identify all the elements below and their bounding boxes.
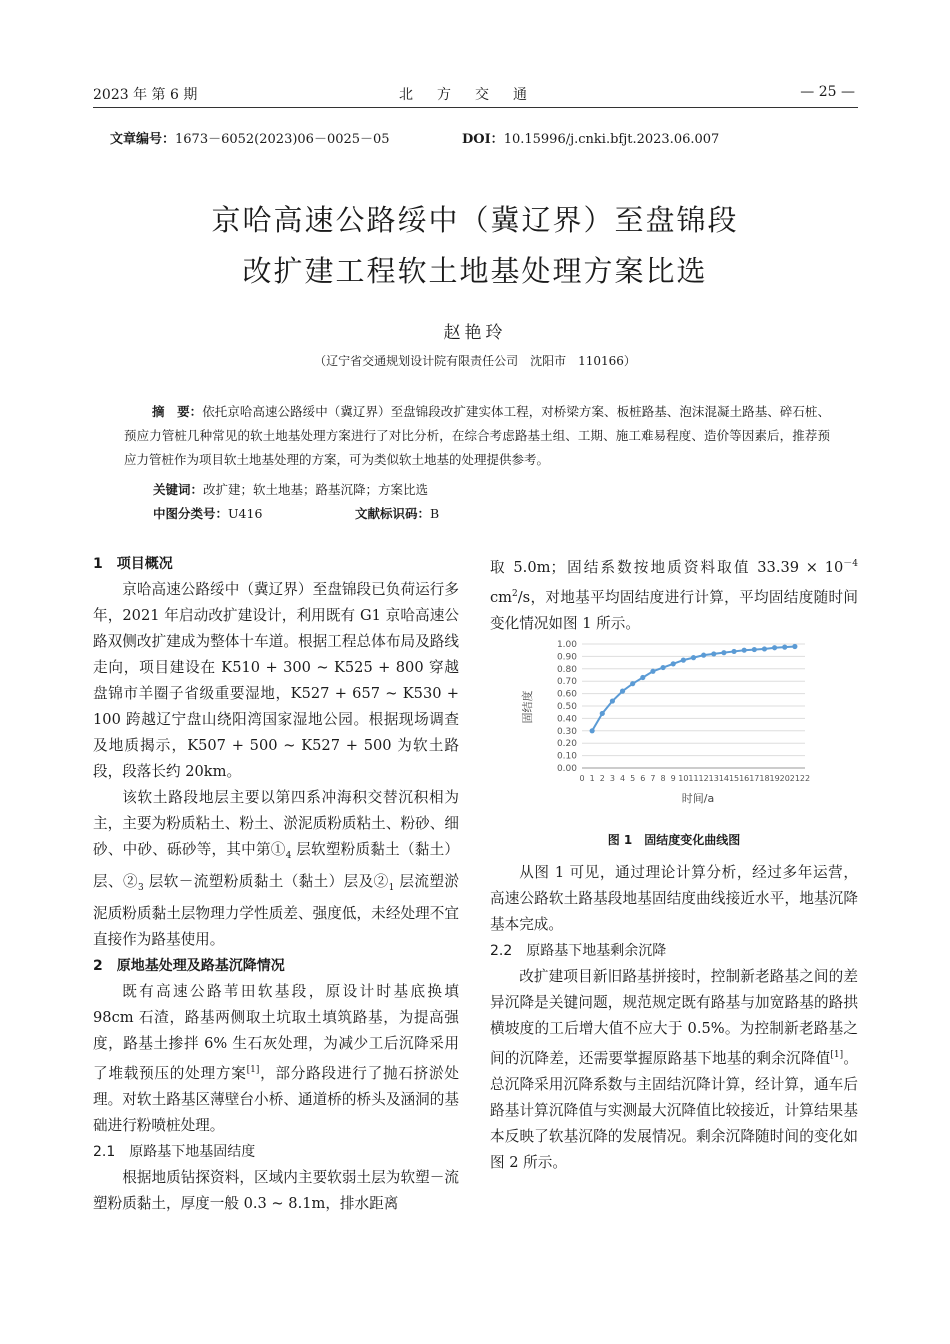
chart-x-tick-label: 9 (670, 774, 676, 783)
chart-y-tick-label: 0.00 (556, 764, 577, 774)
title-line-2: 改扩建工程软土地基处理方案比选 (242, 254, 708, 288)
section-1-paragraph-1: 京哈高速公路绥中（冀辽界）至盘锦段已负荷运行多年，2021 年启动改扩建设计，利用既有 G1 京哈高速公路双侧改扩建成为整体十车道。根据工程总体布局及路线走向，项目建设在 K510 + 300 ~ K525 + 800 穿越盘锦市羊圈子省级重要湿地，K527 + 657 ~ K530 + 100 跨越辽宁盘山绕阳湾国家湿地公园。根据现场调查及地质揭示，K507 + 500 ~ K527 + 500 为软土路段，段落长约 20km。 (93, 581, 459, 780)
issue-label: 2023 年 第 6 期 (93, 87, 198, 103)
left-column (93, 551, 459, 1217)
consolidation-chart (520, 630, 810, 810)
chart-point (671, 661, 676, 666)
chart-point (640, 675, 645, 680)
doc-code-label: 文献标识码： (355, 506, 431, 521)
chart-points (590, 644, 798, 734)
clc-value: U416 (228, 506, 263, 521)
chart-x-tick-label: 8 (660, 774, 666, 783)
section-2-1-paragraph-1: 根据地质钻探资料，区域内主要软弱土层为软塑－流塑粉质黏土，厚度一般 0.3 ~ 8.1m，排水距离 (93, 1168, 459, 1212)
keywords-text: 改扩建；软土地基；路基沉降；方案比选 (203, 482, 429, 497)
chart-point (721, 650, 726, 655)
abstract-text: 依托京哈高速公路绥中（冀辽界）至盘锦段改扩建实体工程，对桥梁方案、板桩路基、泡沫混凝土路基、碎石桩、预应力管桩几种常见的软土地基处理方案进行了对比分析，在综合考虑路基土组、工期、施工难易程度、造价等因素后，推荐预应力管桩作为项目软土地基处理的方案，可为类似软土地基的处理提供参考。 (124, 404, 830, 467)
article-number-label: 文章编号： (110, 132, 176, 147)
chart-point (630, 681, 635, 686)
clc (153, 504, 262, 522)
section-1-heading: 1 项目概况 (93, 556, 173, 572)
chart-x-tick-label: 7 (650, 774, 656, 783)
chart-y-tick-label: 0.40 (556, 714, 577, 725)
article-number (110, 128, 390, 147)
section-2-2-paragraph-1: 改扩建项目新旧路基拼接时，控制新老路基之间的差异沉降是关键问题，规范规定既有路基与加宽路基的路拱横坡度的工后增大值不应大于 0.5%。为控制新老路基之间的沉降差，还需要掌握原路基下地基的剩余沉降值[1]。总沉降采用沉降系数与主固结沉降计算，经计算，通车后路基计算沉降值与实测最大沉降值比较接近，计算结果基本反映了软基沉降的发展情况。剩余沉降随时间的变化如图 2 所示。 (490, 968, 858, 1171)
section-2-paragraph-1: 既有高速公路苇田软基段，原设计时基底换填 98cm 石渣，路基两侧取土坑取土填筑路基，为提高强度，路基土掺拌 6% 生石灰处理，为减少工后沉降采用了堆载预压的处理方案[1]，部分路段进行了抛石挤淤处理。对软土路基区薄壁台小桥、通道桥的桥头及涵洞的基础进行粉喷桩处理。 (93, 982, 459, 1134)
article-number-value: 1673－6052(2023)06－0025－05 (175, 132, 390, 147)
chart-x-tick-label: 1 (589, 774, 595, 783)
chart-y-tick-label: 0.70 (556, 677, 577, 688)
chart-point (650, 669, 655, 674)
chart-y-tick-label: 0.30 (556, 726, 577, 737)
section-1-paragraph-2: 该软土路段地层主要以第四系冲海积交替沉积相为主，主要为粉质粘土、粉土、淤泥质粉质粘土、粉砂、细砂、中砂、砾砂等，其中第$①_4$ 层软塑粉质黏土（黏土）层、$②_3$ 层软－流塑粉质黏土（黏土）层及$②_1$ 层流塑淤泥质粉质黏土层物理力学性质差、强度低，未经处理不宜直接作为路基使用。 (93, 789, 460, 948)
chart-grid (582, 644, 805, 768)
chart-point (600, 711, 605, 716)
chart-y-label: 固结度 (521, 690, 534, 724)
chart-x-tick-label: 12 (698, 774, 709, 783)
chart-y-tick-label: 0.90 (556, 652, 577, 663)
chart-x-tick-label: 17 (749, 774, 760, 783)
chart-x-tick-label: 4 (619, 774, 626, 783)
chart-x-tick-label: 13 (708, 774, 719, 783)
chart-x-label: 时间/a (681, 792, 715, 805)
chart-x-tick-label: 10 (678, 774, 689, 783)
chart-point (762, 646, 767, 651)
chart-point (620, 689, 625, 694)
chart-y-tick-label: 0.60 (556, 689, 577, 700)
chart-y-tick-label: 0.50 (556, 702, 577, 712)
chart-x-tick-label: 2 (599, 774, 605, 783)
chart-x-tick-label: 19 (769, 774, 780, 783)
chart-x-tick-label: 11 (688, 774, 699, 783)
keywords-label: 关键词： (153, 482, 204, 497)
chart-x-tick-label: 3 (609, 774, 615, 783)
keywords (153, 480, 428, 498)
clc-label: 中图分类号： (153, 506, 229, 521)
chart-y-tick-label: 1.00 (556, 640, 577, 650)
chart-point (681, 658, 686, 663)
chart-point (752, 647, 757, 652)
header-rule (93, 107, 858, 108)
doi-label: DOI： (462, 132, 504, 147)
doi (462, 128, 719, 147)
chart-point (742, 648, 747, 653)
chart-y-tick-label: 0.10 (556, 751, 577, 762)
chart-x-tick-label: 21 (789, 774, 800, 783)
right-column-bottom (490, 860, 858, 1176)
chart-y-tick-label: 0.20 (556, 739, 577, 750)
chart-x-tick-label: 16 (739, 774, 750, 783)
section-2-1-heading: 2.1 原路基下地基固结度 (93, 1143, 256, 1160)
chart-point (731, 649, 736, 654)
chart-x-tick-label: 18 (759, 774, 770, 783)
doc-code (355, 504, 439, 522)
chart-point (701, 653, 706, 658)
figure-1-caption: 图 1 固结度变化曲线图 (607, 833, 741, 847)
chart-x-ticks (579, 774, 810, 783)
abstract-label: 摘 要： (152, 404, 203, 419)
section-2-2-heading: 2.2 原路基下地基剩余沉降 (490, 943, 667, 959)
chart-x-tick-label: 15 (728, 774, 740, 783)
title-line-1: 京哈高速公路绥中（冀辽界）至盘锦段 (211, 203, 739, 237)
chart-point (660, 665, 665, 670)
chart-point (792, 644, 797, 649)
chart-point (590, 728, 595, 733)
doi-value: 10.15996/j.cnki.bfjt.2023.06.007 (503, 132, 720, 147)
chart-y-ticks (557, 640, 577, 774)
chart-x-tick-label: 5 (630, 774, 636, 783)
chart-point (782, 645, 787, 650)
page-number: — 25 — (800, 84, 855, 100)
doc-code-value: B (430, 506, 440, 521)
section-2-heading: 2 原地基处理及路基沉降情况 (93, 957, 285, 974)
section-2-1-paragraph-cont: 取 5.0m；固结系数按地质资料取值 $33.39 \times 10^{-4}$ $cm^2/s$，对地基平均固结度进行计算，平均固结度随时间变化情况如图 1 所示。 (490, 558, 858, 632)
abstract (124, 400, 830, 472)
after-figure-paragraph: 从图 1 可见，通过理论计算分析，经过多年运营，高速公路软土路基段地基固结度曲线接近水平，地基沉降基本完成。 (490, 864, 858, 933)
right-column-top (490, 551, 858, 637)
affiliation: （辽宁省交通规划设计院有限责任公司 沈阳市 110166） (314, 354, 636, 368)
chart-point (711, 651, 716, 656)
chart-x-tick-label: 6 (640, 774, 646, 783)
journal-name: 北方交通 (399, 87, 551, 103)
chart-x-tick-label: 20 (779, 774, 790, 783)
chart-point (691, 655, 696, 660)
chart-point (610, 698, 615, 703)
chart-y-tick-label: 0.80 (556, 664, 577, 675)
chart-x-tick-label: 14 (718, 774, 730, 783)
author: 赵艳玲 (443, 323, 507, 343)
chart-x-tick-label: 0 (579, 774, 585, 783)
chart-point (772, 645, 777, 650)
chart-x-tick-label: 22 (799, 774, 810, 783)
